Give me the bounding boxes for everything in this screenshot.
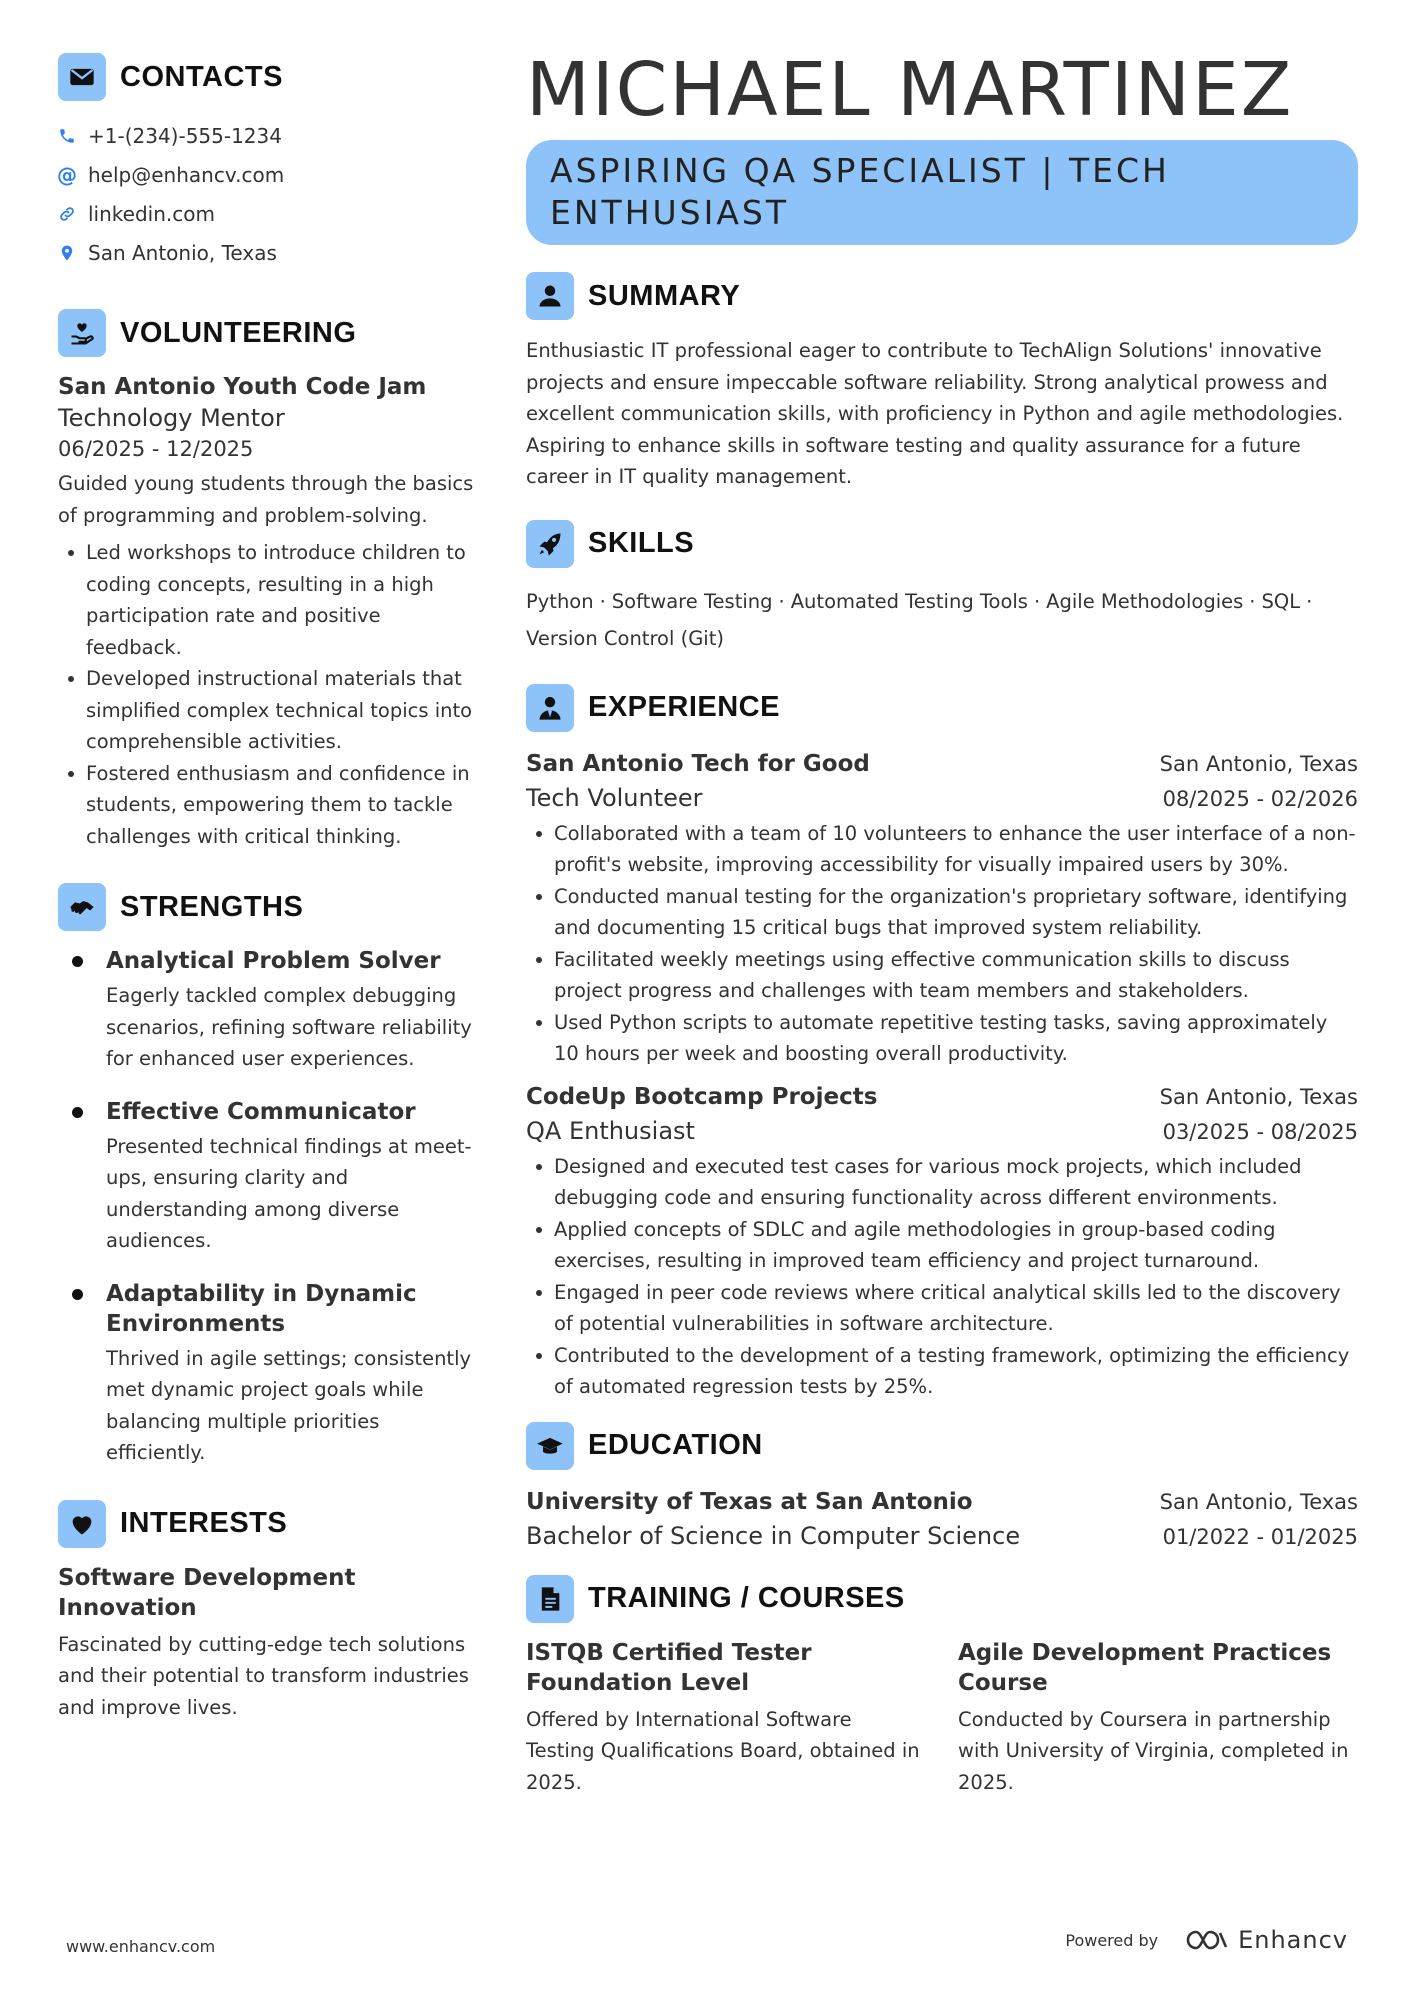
volunteering-title: VOLUNTEERING — [120, 316, 357, 349]
skill-item: Software Testing — [611, 589, 773, 613]
experience-row — [526, 1080, 1358, 1114]
training-header — [526, 1574, 1358, 1624]
experience-section — [526, 683, 1358, 1403]
list-item: Designed and executed test cases for various mock projects, which included debugging code and ensuring functionality across different environments. — [526, 1151, 1358, 1214]
skill-item: Python — [526, 589, 594, 613]
experience-row — [526, 1114, 1358, 1149]
courses-list — [526, 1638, 1358, 1799]
experience-dates: 03/2025 - 08/2025 — [1162, 1119, 1358, 1144]
interest-entry — [58, 1563, 478, 1724]
course-item — [526, 1638, 926, 1799]
user-tie-icon — [526, 684, 574, 732]
bullet-dot — [72, 1289, 83, 1300]
strength-description: Eagerly tackled complex debugging scenarios, refining software reliability for enhanced user experiences. — [106, 984, 472, 1070]
summary-header — [526, 271, 1358, 321]
hand-heart-icon — [58, 309, 106, 357]
contact-location — [58, 233, 478, 272]
education-row — [526, 1519, 1358, 1554]
experience-row — [526, 747, 1358, 781]
experience-location: San Antonio, Texas — [1159, 1084, 1358, 1109]
bullet-dot — [72, 956, 83, 967]
contact-link[interactable] — [58, 194, 478, 233]
experience-bullets — [526, 1151, 1358, 1403]
course-description: Offered by International Software Testing Qualifications Board, obtained in 2025. — [526, 1707, 920, 1794]
volunteering-role: Technology Mentor — [58, 404, 285, 432]
document-icon — [526, 1575, 574, 1623]
list-item: Used Python scripts to automate repetitive testing tasks, saving approximately 10 hours per week and boosting overall productivity. — [526, 1007, 1358, 1070]
volunteering-org: San Antonio Youth Code Jam — [58, 374, 427, 400]
education-location: San Antonio, Texas — [1159, 1489, 1358, 1514]
experience-title: EXPERIENCE — [588, 691, 780, 723]
course-title: Agile Development Practices Course — [958, 1639, 1332, 1696]
skills-header — [526, 519, 1358, 569]
list-item: Collaborated with a team of 10 volunteers to enhance the user interface of a non-profit's website, improving accessibility for visually impaired users by 30%. — [526, 818, 1358, 881]
volunteering-bullets — [58, 537, 478, 852]
experience-org: CodeUp Bootcamp Projects — [526, 1083, 878, 1110]
right-column — [526, 47, 1358, 1798]
list-item: Fostered enthusiasm and confidence in students, empowering them to tackle challenges with critical thinking. — [58, 758, 478, 853]
rocket-icon — [526, 520, 574, 568]
link-icon — [58, 204, 76, 224]
tagline: ASPIRING QA SPECIALIST | TECH ENTHUSIAST — [550, 151, 1170, 232]
skill-item: SQL — [1261, 589, 1301, 613]
contact-list — [58, 116, 478, 272]
experience-bullets — [526, 818, 1358, 1070]
list-item: Applied concepts of SDLC and agile methodologies in group-based coding exercises, resulting in improved team efficiency and project turnaround. — [526, 1214, 1358, 1277]
list-item: Led workshops to introduce children to coding concepts, resulting in a high participation rate and positive feedback. — [58, 537, 478, 663]
interest-description: Fascinated by cutting-edge tech solutions and their potential to transform industries and improve lives. — [58, 1632, 469, 1719]
experience-entry — [526, 747, 1358, 1070]
course-title: ISTQB Certified Tester Foundation Level — [526, 1639, 812, 1696]
strength-description: Thrived in agile settings; consistently met dynamic project goals while balancing multiple priorities efficiently. — [106, 1346, 472, 1464]
education-title: EDUCATION — [588, 1429, 763, 1461]
list-item: Developed instructional materials that simplified complex technical topics into comprehensible activities. — [58, 663, 478, 758]
education-section — [526, 1421, 1358, 1554]
skill-item: Automated Testing Tools — [790, 589, 1028, 613]
list-item: Engaged in peer code reviews where critical analytical skills led to the discovery of potential vulnerabilities in software architecture. — [526, 1277, 1358, 1340]
strengths-header — [58, 882, 478, 932]
at-icon: @ — [57, 162, 77, 187]
tagline-banner — [526, 140, 1358, 245]
education-entry — [526, 1485, 1358, 1554]
experience-dates: 08/2025 - 02/2026 — [1162, 786, 1358, 811]
contact-phone[interactable] — [58, 116, 478, 155]
strength-description: Presented technical findings at meet-ups, ensuring clarity and understanding among diverse audiences. — [106, 1134, 472, 1252]
strengths-list — [58, 946, 478, 1469]
strength-item — [58, 1279, 478, 1469]
contact-email[interactable] — [58, 155, 478, 194]
contact-location-text: San Antonio, Texas — [88, 240, 277, 265]
education-header — [526, 1421, 1358, 1471]
strength-item — [58, 1097, 478, 1257]
skill-item: Agile Methodologies — [1046, 589, 1244, 613]
enhancv-logo-icon — [1184, 1927, 1230, 1953]
experience-header — [526, 683, 1358, 733]
graduation-cap-icon — [526, 1422, 574, 1470]
summary-text: Enthusiastic IT professional eager to contribute to TechAlign Solutions' innovative projects and ensure impeccable software reliability. Strong analytical prowess and excellent communication skills, with proficiency in Python and agile methodologies. Aspiring to enhance skills in software testing and quality assurance for a future career in IT quality management. — [526, 339, 1344, 488]
interests-header — [58, 1499, 478, 1549]
training-section — [526, 1574, 1358, 1799]
candidate-name: MICHAEL MARTINEZ — [526, 47, 1294, 133]
experience-row — [526, 781, 1358, 816]
strength-title: Adaptability in Dynamic Environments — [106, 1280, 417, 1337]
left-column — [58, 52, 478, 1723]
experience-role: Tech Volunteer — [526, 783, 703, 812]
volunteering-header — [58, 308, 478, 358]
contacts-title: CONTACTS — [120, 60, 283, 93]
powered-by-label: Powered by — [1065, 1930, 1159, 1950]
strength-item — [58, 946, 478, 1075]
strength-title: Effective Communicator — [106, 1098, 416, 1125]
brand-name: Enhancv — [1238, 1926, 1348, 1954]
summary-title: SUMMARY — [588, 279, 741, 312]
training-title: TRAINING / COURSES — [588, 1582, 905, 1614]
summary-section — [526, 271, 1358, 493]
interest-title: Software Development Innovation — [58, 1564, 356, 1621]
heart-icon — [58, 1500, 106, 1548]
experience-role: QA Enthusiast — [526, 1116, 695, 1145]
brand-logo[interactable] — [1184, 1926, 1348, 1954]
map-pin-icon — [58, 243, 76, 263]
skill-item: Version Control (Git) — [526, 626, 724, 650]
volunteering-dates: 06/2025 - 12/2025 — [58, 437, 254, 461]
experience-org: San Antonio Tech for Good — [526, 750, 870, 777]
volunteering-entry — [58, 372, 478, 852]
list-item: Contributed to the development of a testing framework, optimizing the efficiency of automated regression tests by 25%. — [526, 1340, 1358, 1403]
user-icon — [526, 272, 574, 320]
footer-branding — [1065, 1926, 1348, 1954]
contacts-header — [58, 52, 478, 102]
contact-phone-text: +1-(234)-555-1234 — [88, 123, 282, 148]
course-item — [958, 1638, 1358, 1799]
experience-location: San Antonio, Texas — [1159, 751, 1358, 776]
strength-title: Analytical Problem Solver — [106, 948, 441, 974]
skills-section — [526, 519, 1358, 657]
handshake-icon — [58, 883, 106, 931]
contact-link-text: linkedin.com — [88, 201, 215, 226]
strengths-title: STRENGTHS — [120, 890, 304, 923]
bullet-dot — [72, 1107, 83, 1118]
skills-list: Python · Software Testing · Automated Testing Tools · Agile Methodologies · SQL · Version Control (Git) — [526, 589, 1313, 650]
education-dates: 01/2022 - 01/2025 — [1162, 1524, 1358, 1549]
experience-entry — [526, 1080, 1358, 1403]
volunteering-description: Guided young students through the basics of programming and problem-solving. — [58, 472, 474, 527]
contact-email-text: help@enhancv.com — [88, 162, 285, 187]
list-item: Facilitated weekly meetings using effective communication skills to discuss project progress and challenges with team members and stakeholders. — [526, 944, 1358, 1007]
footer-website[interactable]: www.enhancv.com — [66, 1937, 216, 1956]
interests-title: INTERESTS — [120, 1507, 288, 1539]
education-row — [526, 1485, 1358, 1519]
education-degree: Bachelor of Science in Computer Science — [526, 1521, 1021, 1550]
phone-icon — [58, 126, 76, 146]
course-description: Conducted by Coursera in partnership with University of Virginia, completed in 2025. — [958, 1707, 1349, 1794]
envelope-icon — [58, 53, 106, 101]
list-item: Conducted manual testing for the organization's proprietary software, identifying and documenting 15 critical bugs that improved system reliability. — [526, 881, 1358, 944]
education-school: University of Texas at San Antonio — [526, 1488, 973, 1515]
skills-title: SKILLS — [588, 527, 695, 559]
